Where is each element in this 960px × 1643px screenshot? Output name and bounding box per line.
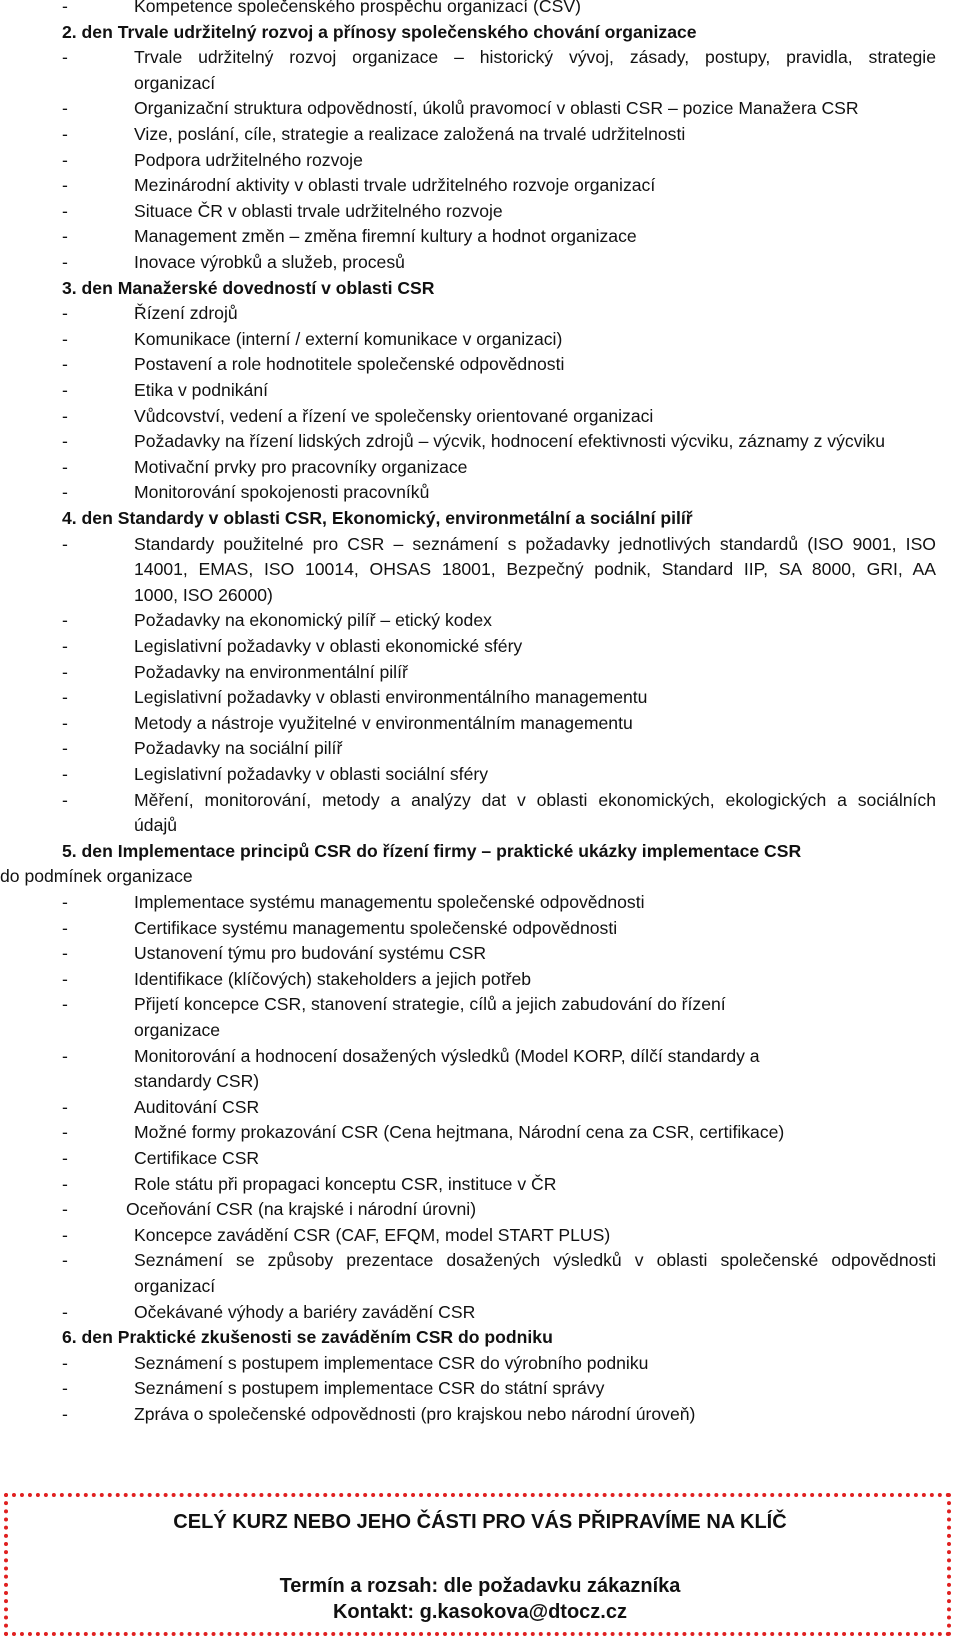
bullet-dash: - [62,789,68,810]
list-item-text: Monitorování spokojenosti pracovníků [134,482,430,503]
list-item [0,1375,960,1401]
bullet-dash: - [62,98,68,119]
list-item-text: Metody a nástroje využitelné v environmentálním managementu [134,712,633,733]
list-item-text: Řízení zdrojů [134,303,238,324]
bullet-dash: - [62,712,68,733]
offer-contact: Kontakt: g.kasokova@dtocz.cz [332,1601,627,1623]
bullet-dash: - [62,892,68,912]
bullet-dash: - [62,0,68,16]
list-item [0,300,960,326]
list-item-text: Požadavky na řízení lidských zdrojů – výcvik, hodnocení efektivnosti výcviku, záznamy z výcviku [134,431,885,452]
bullet-dash: - [62,687,68,708]
list-item-continuation [0,70,960,96]
list-item-text: Podpora udržitelného rozvoje [134,149,363,170]
list-item [0,95,960,121]
bullet-dash: - [62,328,68,349]
list-item [0,735,960,761]
bullet-dash: - [62,380,68,400]
list-item [0,1119,960,1145]
list-item [0,787,960,813]
list-item-text: Očekávané výhody a bariéry zavádění CSR [134,1301,476,1322]
bullet-dash: - [62,1250,68,1271]
bullet-dash: - [62,1096,68,1117]
list-item [0,0,960,19]
offer-term: Termín a rozsah: dle požadavku zákazníka [279,1575,681,1597]
day-heading-continuation [0,863,960,889]
list-item [0,428,960,454]
list-item-text: Situace ČR v oblasti trvale udržitelného rozvoje [134,200,503,221]
bullet-dash: - [62,610,68,631]
list-item-text: Trvale udržitelný rozvoj organizace – historický vývoj, zásady, postupy, pravidla, strategie [134,47,936,68]
list-item [0,991,960,1017]
list-item-continuation [0,812,960,838]
list-item-text: Požadavky na sociální pilíř [134,738,343,759]
list-item-text: Seznámení se způsoby prezentace dosažených výsledků v oblasti společenské odpovědnosti [134,1250,936,1271]
list-item-text: Ustanovení týmu pro budování systému CSR [134,943,487,964]
list-item [0,121,960,147]
list-item-text: Seznámení s postupem implementace CSR do výrobního podniku [134,1352,649,1373]
list-item [0,198,960,224]
list-item-text: Motivační prvky pro pracovníky organizace [134,456,468,477]
list-item [0,761,960,787]
list-item [0,1350,960,1376]
bullet-dash: - [62,968,68,989]
bullet-dash: - [62,943,68,964]
list-item [0,940,960,966]
bullet-dash: - [62,1122,68,1143]
list-item [0,1043,960,1069]
day-heading-text: 5. den Implementace principů CSR do řízení firmy – praktické ukázky implementace CSR [62,840,802,861]
day-heading [0,838,960,864]
bullet-dash: - [62,1224,68,1245]
list-item [0,531,960,557]
list-item-text: Monitorování a hodnocení dosažených výsledků (Model KORP, dílčí standardy a [134,1045,760,1066]
list-item [0,633,960,659]
bullet-dash: - [62,1352,68,1373]
day-heading [0,1324,960,1350]
list-item-text: Mezinárodní aktivity v oblasti trvale udržitelného rozvoje organizací [134,175,656,196]
day-heading-text: 6. den Praktické zkušenosti se zaváděním CSR do podniku [62,1327,553,1348]
list-item-text: Management změn – změna firemní kultury a hodnot organizace [134,226,637,247]
list-item-text: Vůdcovství, vedení a řízení ve společensky orientované organizaci [134,405,654,426]
list-item [0,249,960,275]
bullet-dash: - [62,200,68,221]
list-item-text: Etika v podnikání [134,380,268,400]
list-item [0,684,960,710]
list-item-text: Inovace výrobků a služeb, procesů [134,252,405,272]
list-item-continuation [0,1068,960,1094]
day-heading [0,275,960,301]
list-item-text: Přijetí koncepce CSR, stanovení strategie, cílů a jejich zabudování do řízení [134,994,726,1015]
list-item [0,326,960,352]
day-heading-text: 2. den Trvale udržitelný rozvoj a přínosy společenského chování organizace [62,21,697,42]
bullet-dash: - [62,917,68,938]
bullet-dash: - [62,149,68,170]
list-item-text: Legislativní požadavky v oblasti environmentálního managementu [134,687,648,708]
bullet-dash: - [62,175,68,196]
list-item [0,710,960,736]
list-item [0,1299,960,1325]
bullet-dash: - [62,1199,68,1220]
list-item-text: Komunikace (interní / externí komunikace v organizaci) [134,328,563,349]
list-item [0,915,960,941]
list-item-continuation [0,582,960,608]
list-item-text: Standardy použitelné pro CSR – seznámení s požadavky jednotlivých standardů (ISO 9001, ISO [134,533,936,554]
bullet-dash: - [62,661,68,682]
bullet-dash: - [62,226,68,247]
list-item [0,1401,960,1427]
list-item [0,1196,960,1222]
bullet-dash: - [62,303,68,324]
list-item-text: Měření, monitorování, metody a analýzy dat v oblasti ekonomických, ekologických a sociálních [134,789,936,810]
list-item-text: Koncepce zavádění CSR (CAF, EFQM, model START PLUS) [134,1224,611,1245]
day-heading-text: do podmínek organizace [0,866,193,887]
list-item-text: Oceňování CSR (na krajské i národní úrovni) [126,1199,477,1220]
day-heading [0,505,960,531]
list-item-text: Seznámení s postupem implementace CSR do státní správy [134,1378,605,1399]
list-item-text: 14001, EMAS, ISO 10014, OHSAS 18001, Bezpečný podnik, Standard IIP, SA 8000, GRI, AA [134,559,936,580]
bullet-dash: - [62,456,68,477]
bullet-dash: - [62,1148,68,1168]
bullet-dash: - [62,1404,68,1424]
list-item [0,44,960,70]
list-item [0,1094,960,1120]
list-item [0,223,960,249]
list-item [0,351,960,377]
bullet-dash: - [62,431,68,452]
bullet-dash: - [62,764,68,784]
bullet-dash: - [62,738,68,759]
list-item-text: organizací [134,72,216,93]
list-item-text: Implementace systému managementu společenské odpovědnosti [134,892,645,912]
bullet-dash: - [62,1173,68,1194]
list-item-text: Legislativní požadavky v oblasti sociální sféry [134,764,489,784]
list-item-text: Kompetence společenského prospěchu organizací (CSV) [134,0,581,16]
list-item-text: Identifikace (klíčových) stakeholders a jejich potřeb [134,968,532,989]
list-item-text: Role státu při propagaci konceptu CSR, instituce v ČR [134,1173,557,1194]
bullet-dash: - [62,533,68,554]
bullet-dash: - [62,994,68,1015]
list-item [0,403,960,429]
bullet-dash: - [62,354,68,375]
list-item [0,1247,960,1273]
list-item-text: Organizační struktura odpovědností, úkolů pravomocí v oblasti CSR – pozice Manažera CSR [134,98,859,119]
bullet-dash: - [62,405,68,426]
bullet-dash: - [62,482,68,503]
list-item-text: Certifikace CSR [134,1148,260,1168]
list-item [0,889,960,915]
list-item-continuation [0,556,960,582]
list-item-text: Vize, poslání, cíle, strategie a realizace založená na trvalé udržitelnosti [134,124,686,144]
list-item-text: organizací [134,1276,216,1296]
list-item [0,377,960,403]
list-item [0,454,960,480]
day-heading [0,19,960,45]
day-heading-text: 3. den Manažerské dovedností v oblasti CSR [62,277,435,298]
list-item-text: Možné formy prokazování CSR (Cena hejtmana, Národní cena za CSR, certifikace) [134,1122,785,1143]
list-item-text: Auditování CSR [134,1096,260,1117]
list-item-text: Certifikace systému managementu společenské odpovědnosti [134,917,618,938]
list-item [0,147,960,173]
day-heading-text: 4. den Standardy v oblasti CSR, Ekonomický, environmetální a sociální pilíř [62,508,693,528]
bullet-dash: - [62,252,68,272]
list-item [0,966,960,992]
list-item-text: Požadavky na ekonomický pilíř – etický kodex [134,610,492,631]
list-item-text: Požadavky na environmentální pilíř [134,661,408,682]
bullet-dash: - [62,47,68,68]
bullet-dash: - [62,1301,68,1322]
bullet-dash: - [62,124,68,144]
list-item-continuation [0,1273,960,1299]
list-item-text: Postavení a role hodnotitele společenské odpovědnosti [134,354,565,375]
list-item-text: organizace [134,1020,221,1040]
list-item-text: standardy CSR) [134,1071,260,1092]
offer-heading: CELÝ KURZ NEBO JEHO ČÁSTI PRO VÁS PŘIPRAVÍME NA KLÍČ [173,1511,787,1533]
list-item [0,1171,960,1197]
list-item [0,1222,960,1248]
list-item-text: údajů [134,815,178,836]
list-item [0,607,960,633]
bullet-dash: - [62,1045,68,1066]
list-item-text: 1000, ISO 26000) [134,584,273,605]
list-item-text: Zpráva o společenské odpovědnosti (pro krajskou nebo národní úroveň) [134,1404,696,1424]
list-item [0,172,960,198]
list-item [0,659,960,685]
list-item [0,1145,960,1171]
bullet-dash: - [62,1378,68,1399]
bullet-dash: - [62,636,68,656]
list-item-continuation [0,1017,960,1043]
list-item-text: Legislativní požadavky v oblasti ekonomické sféry [134,636,523,656]
list-item [0,479,960,505]
